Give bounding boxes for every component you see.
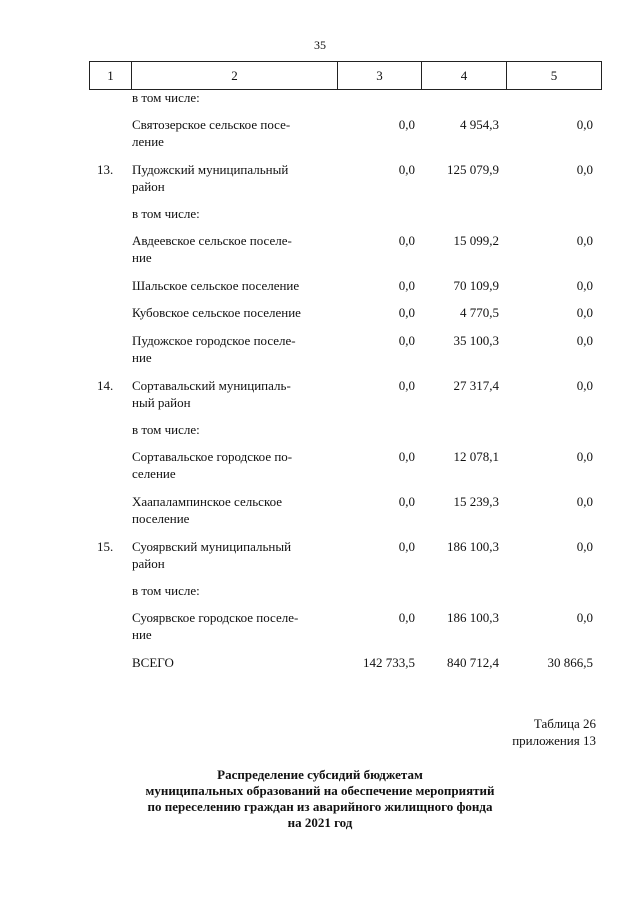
row-name: ВСЕГО [132,655,174,670]
header-cell-1: 1 [90,62,132,90]
table-row [89,538,596,572]
table-header [89,61,602,90]
table-caption-line1: Таблица 26 [533,716,596,731]
row-name: Хаапалампинское сельское поселение [132,494,283,526]
row-name: Суоярвское городское поселе- ние [132,610,299,642]
row-value-col3: 0,0 [398,378,415,393]
row-value-col3: 0,0 [398,539,415,554]
table-row [89,609,596,643]
table-row [89,654,596,671]
row-value-col5: 0,0 [576,378,593,393]
table-caption-line2: приложения 13 [512,733,596,748]
row-value-col3: 0,0 [398,117,415,132]
row-value-col5: 0,0 [576,278,593,293]
row-name: Сортавальское городское по- селение [132,449,293,481]
row-value-col4: 70 109,9 [453,278,499,293]
row-name: Пудожское городское поселе- ние [132,333,296,365]
table-row [89,161,596,195]
row-value-col4: 15 239,3 [453,494,499,509]
row-name: Шальское сельское поселение [132,278,300,293]
row-value-col5: 0,0 [576,233,593,248]
header-cell-4: 4 [422,62,507,90]
table-row [89,448,596,482]
row-value-col4: 4 770,5 [460,305,499,320]
row-value-col5: 0,0 [576,305,593,320]
header-cell-2: 2 [132,62,338,90]
row-number: 15. [97,539,114,554]
row-value-col4: 186 100,3 [447,610,499,625]
table-row [89,377,596,411]
row-value-col3: 0,0 [398,449,415,464]
row-value-col5: 30 866,5 [547,655,593,670]
row-name: Святозерское сельское посе- ление [132,117,291,149]
row-name: Кубовское сельское поселение [132,305,301,320]
row-value-col5: 0,0 [576,333,593,348]
table-row [89,277,596,294]
row-value-col3: 0,0 [398,305,415,320]
row-value-col5: 0,0 [576,494,593,509]
table-row [89,89,596,106]
row-value-col5: 0,0 [576,610,593,625]
row-value-col4: 35 100,3 [453,333,499,348]
row-value-col4: 12 078,1 [453,449,499,464]
table-row [89,205,596,222]
row-value-col4: 186 100,3 [447,539,499,554]
row-name: в том числе: [132,583,200,598]
row-name: Пудожский муниципальный район [132,162,289,194]
row-name: Сортавальский муниципаль- ный район [132,378,291,410]
row-value-col4: 125 079,9 [447,162,499,177]
row-value-col4: 15 099,2 [453,233,499,248]
row-value-col5: 0,0 [576,117,593,132]
row-number: 14. [97,378,114,393]
row-value-col5: 0,0 [576,449,593,464]
row-value-col4: 27 317,4 [453,378,499,393]
row-name: в том числе: [132,90,200,105]
table-row [89,493,596,527]
page-number: 35 [314,38,326,52]
row-value-col3: 0,0 [398,333,415,348]
table-row [89,232,596,266]
row-name: Суоярвский муниципальный район [132,539,292,571]
row-name: в том числе: [132,422,200,437]
row-name: Авдеевское сельское поселе- ние [132,233,292,265]
row-number: 13. [97,162,114,177]
row-value-col3: 0,0 [398,233,415,248]
table-body [89,89,596,671]
table-row [89,116,596,150]
row-value-col4: 840 712,4 [447,655,499,670]
row-value-col5: 0,0 [576,539,593,554]
row-value-col3: 0,0 [398,494,415,509]
table-caption [512,715,596,749]
section-heading: Распределение субсидий бюджетам муниципальных образований на обеспечение мероприятий по переселению граждан из аварийного жилищного фонда на 2021 год [145,767,495,830]
table-row [89,332,596,366]
row-value-col3: 142 733,5 [363,655,415,670]
header-cell-3: 3 [338,62,422,90]
row-value-col3: 0,0 [398,162,415,177]
table-row [89,304,596,321]
table-row [89,582,596,599]
row-value-col5: 0,0 [576,162,593,177]
row-value-col3: 0,0 [398,610,415,625]
header-cell-5: 5 [507,62,602,90]
row-value-col4: 4 954,3 [460,117,499,132]
table-row [89,421,596,438]
row-name: в том числе: [132,206,200,221]
row-value-col3: 0,0 [398,278,415,293]
